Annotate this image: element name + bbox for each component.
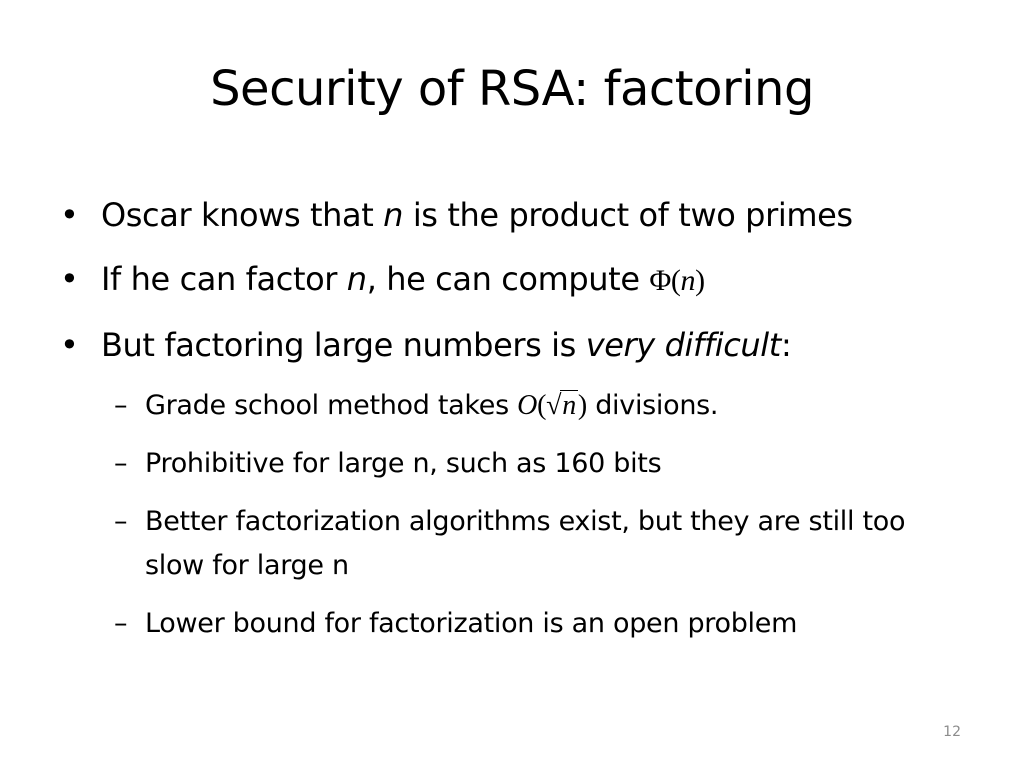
sub-bullet-text: divisions. bbox=[586, 390, 719, 421]
bullet-text: , he can compute bbox=[366, 260, 650, 298]
sub-bullet-dash: – bbox=[114, 506, 128, 537]
emphasis-text: very difficult bbox=[585, 326, 781, 364]
paren-open: ( bbox=[670, 264, 681, 297]
bullet-item bbox=[60, 320, 960, 370]
bullet-dot: • bbox=[60, 260, 79, 298]
sub-bullet-dash: – bbox=[114, 390, 128, 421]
sub-bullet-text: Better factorization algorithms exist, but they are still too slow for large n bbox=[145, 506, 906, 581]
bullet-dot: • bbox=[60, 196, 79, 234]
paren-close: ) bbox=[695, 264, 705, 297]
sub-bullet-item bbox=[60, 442, 960, 486]
sqrt-symbol: √ bbox=[546, 390, 562, 421]
bullet-text: But factoring large numbers is bbox=[101, 326, 586, 364]
variable-n: n bbox=[383, 196, 404, 234]
sub-bullet-text: Grade school method takes bbox=[145, 390, 518, 421]
sub-bullet-text: Lower bound for factorization is an open problem bbox=[145, 608, 798, 639]
page-number: 12 bbox=[943, 724, 961, 740]
sub-bullet-text: Prohibitive for large n, such as 160 bits bbox=[145, 448, 662, 479]
sub-bullet-item bbox=[60, 602, 960, 646]
bullet-list bbox=[60, 190, 960, 660]
bullet-item bbox=[60, 190, 960, 240]
bullet-text: is the product of two primes bbox=[403, 196, 853, 234]
big-o-symbol: O bbox=[517, 390, 538, 421]
paren-open: ( bbox=[537, 390, 547, 421]
sub-bullet-item bbox=[60, 500, 960, 588]
math-variable-n: n bbox=[680, 264, 696, 297]
big-o-formula bbox=[517, 390, 587, 421]
math-variable-n: n bbox=[562, 390, 576, 421]
phi-formula bbox=[649, 264, 704, 297]
variable-n: n bbox=[346, 260, 367, 298]
bullet-dot: • bbox=[60, 326, 79, 364]
phi-symbol: Φ bbox=[649, 264, 671, 297]
sub-bullet-dash: – bbox=[114, 448, 128, 479]
bullet-text: Oscar knows that bbox=[101, 196, 384, 234]
bullet-item bbox=[60, 254, 960, 306]
sub-bullet-item bbox=[60, 384, 960, 428]
bullet-text: If he can factor bbox=[101, 260, 347, 298]
sub-bullet-dash: – bbox=[114, 608, 128, 639]
paren-close: ) bbox=[577, 390, 587, 421]
slide-title: Security of RSA: factoring bbox=[210, 61, 814, 117]
bullet-text: : bbox=[780, 326, 792, 364]
